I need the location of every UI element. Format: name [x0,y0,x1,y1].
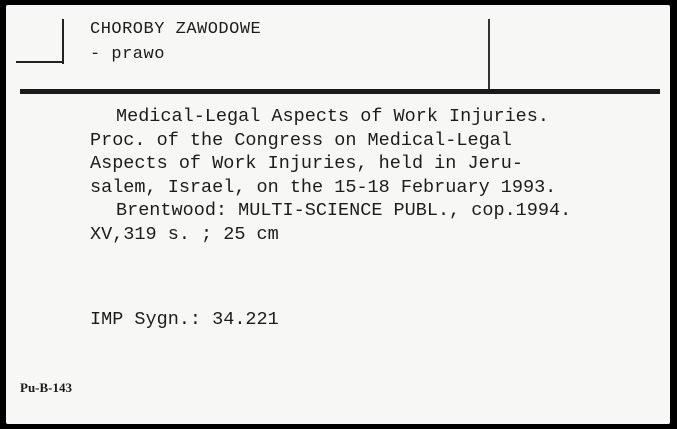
corner-mark-vertical [62,19,64,64]
title-line: Medical-Legal Aspects of Work Injuries. [116,106,549,127]
library-stamp: Pu-B-143 [20,380,72,395]
record-line: Aspects of Work Injuries, held in Jeru- [90,153,523,174]
record-line: Proc. of the Congress on Medical-Legal [90,129,512,151]
physical-description-line: XV,319 s. ; 25 cm [90,223,279,245]
bibliographic-record [90,105,571,246]
call-number: IMP Sygn.: 34.221 [90,309,279,330]
catalog-card [6,5,670,424]
header-rule [20,89,660,94]
subject-subdivision: - prawo [90,45,165,64]
corner-mark-horizontal [16,61,64,63]
record-line: salem, Israel, on the 15-18 February 1993. [90,176,557,198]
publication-line: Brentwood: MULTI-SCIENCE PUBL., cop.1994. [116,200,572,221]
header-divider-vertical [488,19,490,93]
subject-heading: CHOROBY ZAWODOWE [90,20,262,39]
